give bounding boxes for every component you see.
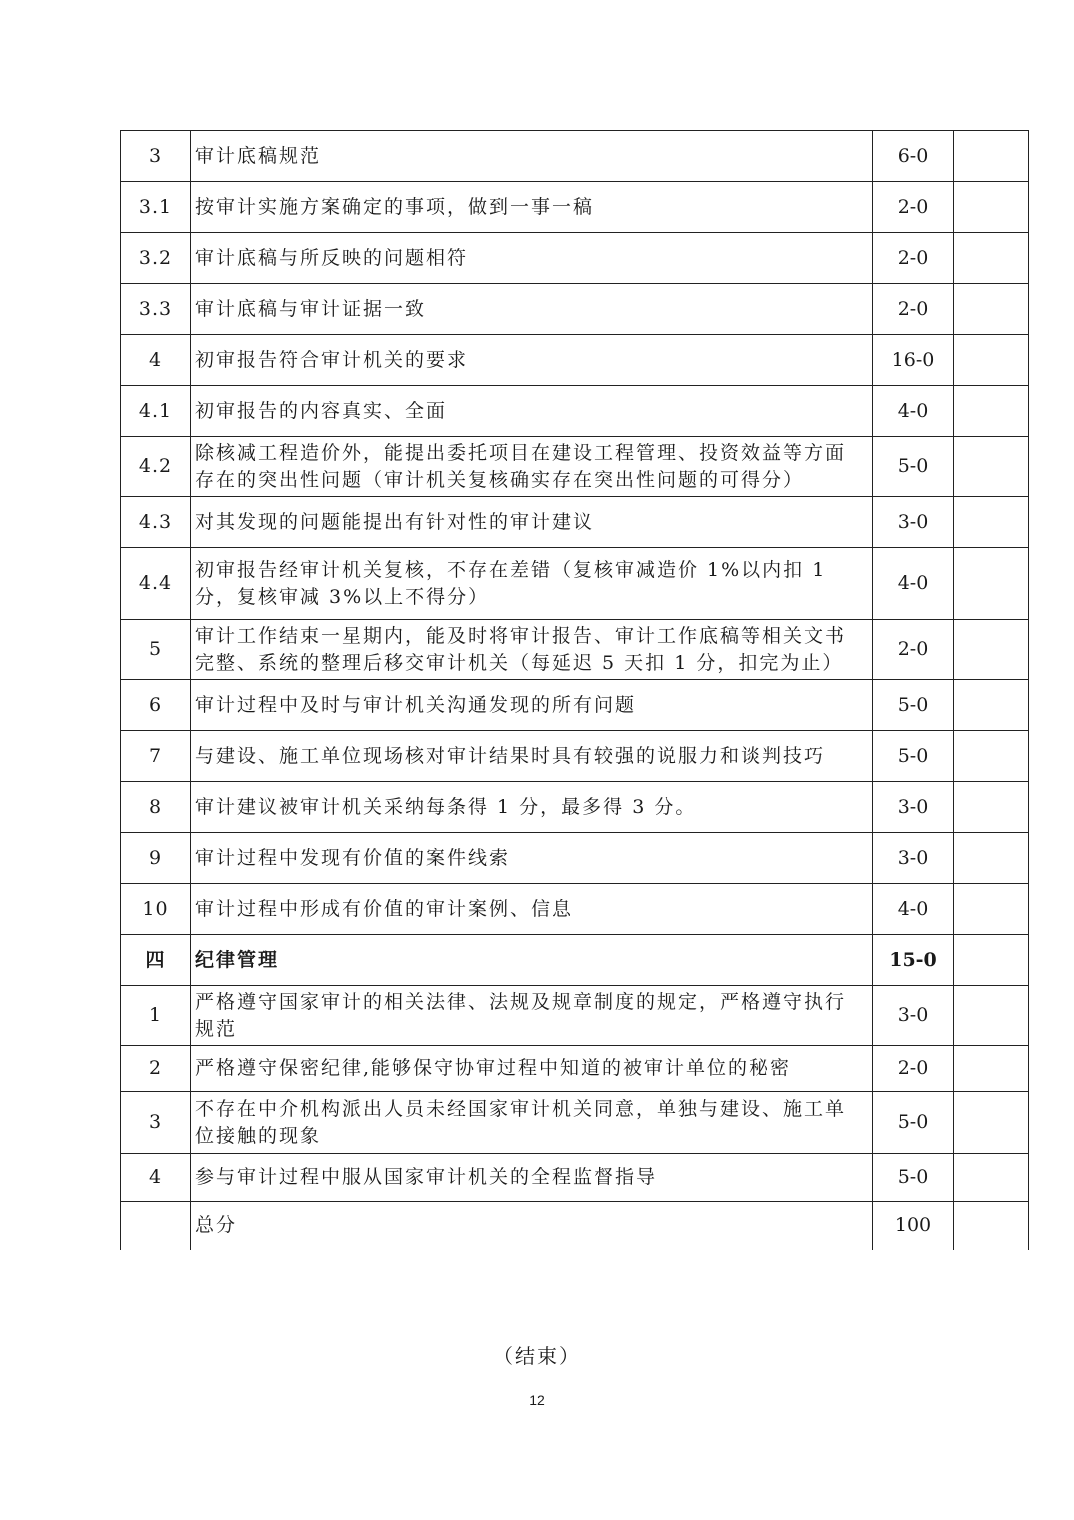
table-row xyxy=(121,548,1029,620)
row-result-cell xyxy=(954,335,1029,386)
row-score-cell: 6-0 xyxy=(873,131,954,182)
table-row xyxy=(121,1092,1029,1154)
table-row xyxy=(121,680,1029,731)
row-result-cell xyxy=(954,1154,1029,1202)
row-score-cell: 15-0 xyxy=(873,935,954,986)
row-result-cell xyxy=(954,620,1029,680)
row-score-cell: 5-0 xyxy=(873,731,954,782)
row-result-cell xyxy=(954,437,1029,497)
row-result-cell xyxy=(954,935,1029,986)
row-item-cell: 审计底稿规范 xyxy=(191,131,873,182)
table-row xyxy=(121,233,1029,284)
row-number-cell: 4 xyxy=(121,1154,191,1202)
row-result-cell xyxy=(954,884,1029,935)
table-row xyxy=(121,335,1029,386)
row-number-cell: 10 xyxy=(121,884,191,935)
table-row xyxy=(121,497,1029,548)
row-score-cell: 4-0 xyxy=(873,548,954,620)
row-number-cell: 5 xyxy=(121,620,191,680)
row-number-cell: 2 xyxy=(121,1046,191,1092)
row-number-cell: 4.4 xyxy=(121,548,191,620)
row-item-cell: 对其发现的问题能提出有针对性的审计建议 xyxy=(191,497,873,548)
row-score-cell: 2-0 xyxy=(873,1046,954,1092)
table-row xyxy=(121,884,1029,935)
table-row xyxy=(121,935,1029,986)
row-score-cell: 5-0 xyxy=(873,1154,954,1202)
row-item-cell: 参与审计过程中服从国家审计机关的全程监督指导 xyxy=(191,1154,873,1202)
row-number-cell: 3 xyxy=(121,131,191,182)
row-number-cell: 4 xyxy=(121,335,191,386)
row-item-cell: 审计底稿与所反映的问题相符 xyxy=(191,233,873,284)
row-result-cell xyxy=(954,782,1029,833)
row-number-cell: 3.3 xyxy=(121,284,191,335)
row-number-cell: 3.2 xyxy=(121,233,191,284)
table-row xyxy=(121,182,1029,233)
row-score-cell: 100 xyxy=(873,1202,954,1250)
row-score-cell: 2-0 xyxy=(873,620,954,680)
row-score-cell: 2-0 xyxy=(873,233,954,284)
row-result-cell xyxy=(954,1046,1029,1092)
row-result-cell xyxy=(954,233,1029,284)
row-result-cell xyxy=(954,1092,1029,1154)
row-item-cell: 审计建议被审计机关采纳每条得 1 分，最多得 3 分。 xyxy=(191,782,873,833)
row-score-cell: 5-0 xyxy=(873,680,954,731)
row-result-cell xyxy=(954,986,1029,1046)
row-result-cell xyxy=(954,680,1029,731)
row-result-cell xyxy=(954,497,1029,548)
row-result-cell xyxy=(954,284,1029,335)
row-score-cell: 5-0 xyxy=(873,1092,954,1154)
row-score-cell: 3-0 xyxy=(873,833,954,884)
row-number-cell: 4.3 xyxy=(121,497,191,548)
row-number-cell: 1 xyxy=(121,986,191,1046)
row-item-cell: 初审报告经审计机关复核，不存在差错（复核审减造价 1%以内扣 1 分，复核审减 3%以上不得分） xyxy=(191,548,873,620)
table-row xyxy=(121,620,1029,680)
row-item-cell: 与建设、施工单位现场核对审计结果时具有较强的说服力和谈判技巧 xyxy=(191,731,873,782)
table-row xyxy=(121,731,1029,782)
row-number-cell: 7 xyxy=(121,731,191,782)
row-number-cell xyxy=(121,1202,191,1250)
row-item-cell: 审计工作结束一星期内，能及时将审计报告、审计工作底稿等相关文书完整、系统的整理后移交审计机关（每延迟 5 天扣 1 分，扣完为止） xyxy=(191,620,873,680)
row-item-cell: 初审报告的内容真实、全面 xyxy=(191,386,873,437)
row-item-cell: 严格遵守国家审计的相关法律、法规及规章制度的规定，严格遵守执行规范 xyxy=(191,986,873,1046)
row-score-cell: 2-0 xyxy=(873,182,954,233)
row-result-cell xyxy=(954,548,1029,620)
row-item-cell: 审计底稿与审计证据一致 xyxy=(191,284,873,335)
row-score-cell: 4-0 xyxy=(873,884,954,935)
row-item-cell: 审计过程中形成有价值的审计案例、信息 xyxy=(191,884,873,935)
row-number-cell: 3 xyxy=(121,1092,191,1154)
row-item-cell: 初审报告符合审计机关的要求 xyxy=(191,335,873,386)
table-row xyxy=(121,986,1029,1046)
row-item-cell: 按审计实施方案确定的事项，做到一事一稿 xyxy=(191,182,873,233)
end-marker: （结束） xyxy=(493,1344,581,1368)
table-row xyxy=(121,284,1029,335)
row-score-cell: 3-0 xyxy=(873,986,954,1046)
table-row xyxy=(121,1046,1029,1092)
row-result-cell xyxy=(954,182,1029,233)
table-row xyxy=(121,1154,1029,1202)
row-number-cell: 4.1 xyxy=(121,386,191,437)
row-number-cell: 6 xyxy=(121,680,191,731)
page-number: 12 xyxy=(529,1392,545,1408)
row-score-cell: 16-0 xyxy=(873,335,954,386)
row-item-cell: 不存在中介机构派出人员未经国家审计机关同意，单独与建设、施工单位接触的现象 xyxy=(191,1092,873,1154)
row-score-cell: 4-0 xyxy=(873,386,954,437)
row-number-cell: 四 xyxy=(121,935,191,986)
row-item-cell: 审计过程中及时与审计机关沟通发现的所有问题 xyxy=(191,680,873,731)
row-number-cell: 4.2 xyxy=(121,437,191,497)
row-result-cell xyxy=(954,731,1029,782)
table-body xyxy=(121,131,1029,1250)
table-row xyxy=(121,782,1029,833)
score-table xyxy=(120,130,1029,1250)
table-row xyxy=(121,386,1029,437)
row-item-cell: 纪律管理 xyxy=(191,935,873,986)
row-result-cell xyxy=(954,131,1029,182)
row-number-cell: 8 xyxy=(121,782,191,833)
table-row xyxy=(121,437,1029,497)
row-number-cell: 3.1 xyxy=(121,182,191,233)
row-result-cell xyxy=(954,1202,1029,1250)
table-row xyxy=(121,131,1029,182)
row-result-cell xyxy=(954,833,1029,884)
row-item-cell: 总分 xyxy=(191,1202,873,1250)
row-number-cell: 9 xyxy=(121,833,191,884)
row-score-cell: 2-0 xyxy=(873,284,954,335)
row-item-cell: 审计过程中发现有价值的案件线索 xyxy=(191,833,873,884)
row-score-cell: 3-0 xyxy=(873,497,954,548)
row-score-cell: 3-0 xyxy=(873,782,954,833)
row-result-cell xyxy=(954,386,1029,437)
table-row xyxy=(121,1202,1029,1250)
table-row xyxy=(121,833,1029,884)
row-score-cell: 5-0 xyxy=(873,437,954,497)
row-item-cell: 严格遵守保密纪律,能够保守协审过程中知道的被审计单位的秘密 xyxy=(191,1046,873,1092)
row-item-cell: 除核减工程造价外，能提出委托项目在建设工程管理、投资效益等方面存在的突出性问题（审计机关复核确实存在突出性问题的可得分） xyxy=(191,437,873,497)
